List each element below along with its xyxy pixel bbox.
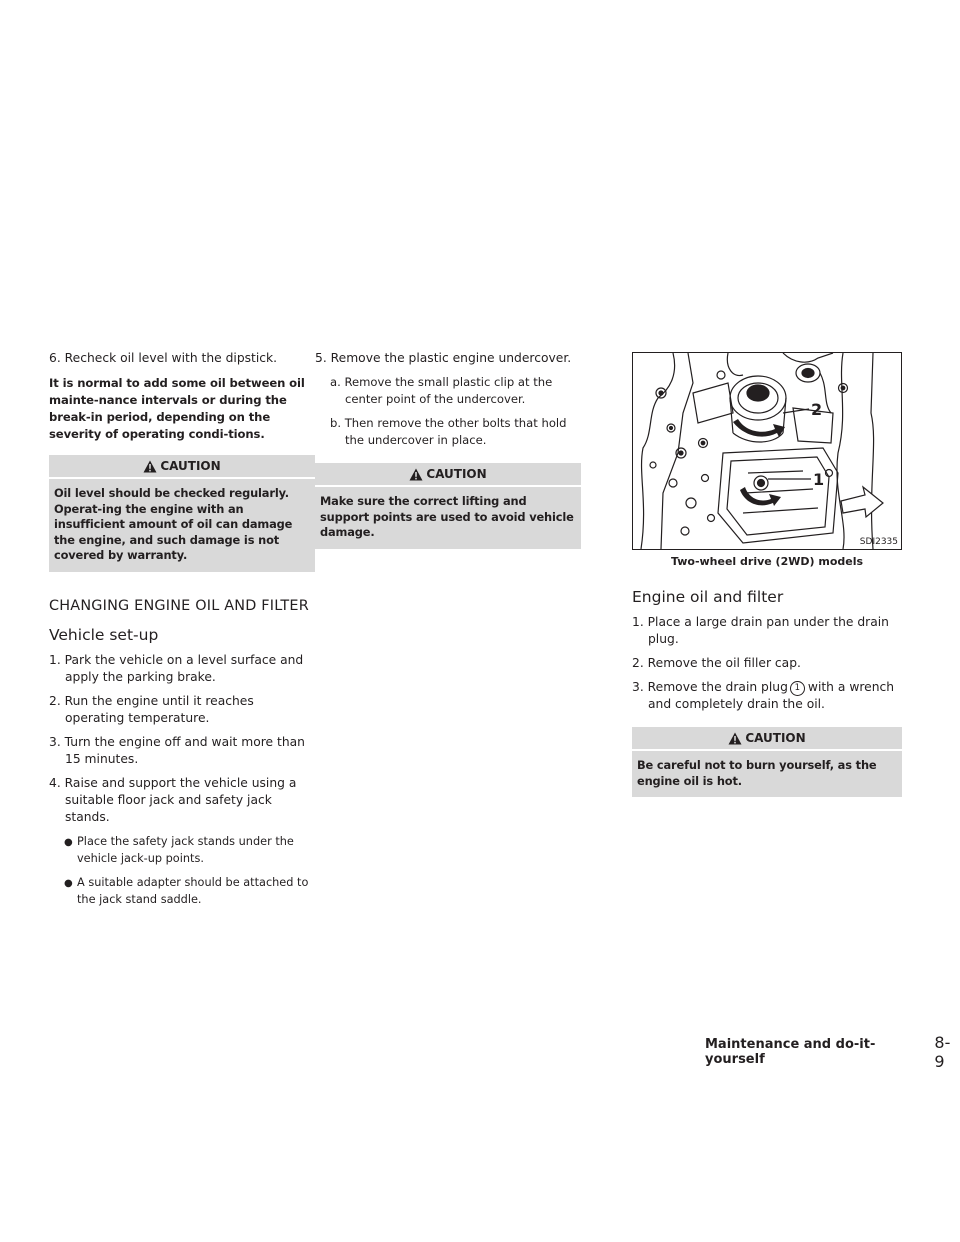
setup-step-1: 1. Park the vehicle on a level surface and apply the parking brake. <box>49 652 304 684</box>
caution-label: CAUTION <box>426 467 487 481</box>
warning-icon <box>409 468 423 481</box>
substep-b: b. Then remove the other bolts that hold the undercover in place. <box>330 416 567 447</box>
setup-step-3: 3. Turn the engine off and wait more than 15 minutes. <box>49 734 305 766</box>
page-footer <box>705 1033 960 1071</box>
warning-icon <box>143 460 157 473</box>
setup-step-4: 4. Raise and support the vehicle using a suitable floor jack and safety jack stands. <box>49 775 297 824</box>
figure-code: SDI2335 <box>859 537 898 547</box>
bullet-icon: ● <box>64 877 73 889</box>
callout-2: 2 <box>811 400 823 419</box>
bullet-icon: ● <box>64 836 73 848</box>
bullet-item: ● Place the safety jack stands under the vehicle jack-up points. <box>64 834 294 865</box>
left-column <box>49 350 315 908</box>
step-6-recheck: 6. Recheck oil level with the dipstick. <box>49 351 278 365</box>
caution-label: CAUTION <box>745 731 806 745</box>
page-number: 8-9 <box>934 1033 951 1071</box>
bullet-item: ● A suitable adapter should be attached to the jack stand saddle. <box>64 875 309 906</box>
right-column <box>632 352 902 797</box>
caution-text: Oil level should be checked regularly. Operat-ing the engine with an insufficient amount of oil can damage the engine, and such damage is not covered by warranty. <box>54 486 293 562</box>
callout-1: 1 <box>813 470 825 489</box>
oil-note: It is normal to add some oil between oil mainte-nance intervals or during the break-in period, depending on the severity of operating condi-tions. <box>49 376 305 441</box>
section-heading: CHANGING ENGINE OIL AND FILTER <box>49 597 309 614</box>
oil-step-3: 3. Remove the drain plug 1 with a wrench and completely drain the oil. <box>632 680 895 711</box>
caution-box-lifting <box>315 463 581 549</box>
oil-step-1: 1. Place a large drain pan under the drain plug. <box>632 615 889 646</box>
caution-box-hot-oil <box>632 727 902 797</box>
oil-step-2: 2. Remove the oil filler cap. <box>632 656 801 670</box>
step-5-remove-undercover: 5. Remove the plastic engine undercover. <box>315 351 572 365</box>
middle-column <box>315 350 581 549</box>
caution-text: Make sure the correct lifting and support points are used to avoid vehicle damage. <box>320 494 574 539</box>
subheading-engine-oil-filter: Engine oil and filter <box>632 588 784 606</box>
engine-oil-figure <box>632 352 902 550</box>
circled-number-1: 1 <box>790 681 805 696</box>
substep-a: a. Remove the small plastic clip at the center point of the undercover. <box>330 375 553 406</box>
warning-icon <box>728 732 742 745</box>
subheading-vehicle-setup: Vehicle set-up <box>49 625 159 644</box>
figure-caption: Two-wheel drive (2WD) models <box>670 555 864 568</box>
caution-label: CAUTION <box>160 459 221 473</box>
setup-step-2: 2. Run the engine until it reaches operating temperature. <box>49 693 254 725</box>
engine-underside-illustration <box>633 353 901 549</box>
caution-text: Be careful not to burn yourself, as the engine oil is hot. <box>637 758 877 788</box>
footer-section-title: Maintenance and do-it-yourself <box>705 1037 876 1067</box>
caution-box-oil-level <box>49 455 315 572</box>
